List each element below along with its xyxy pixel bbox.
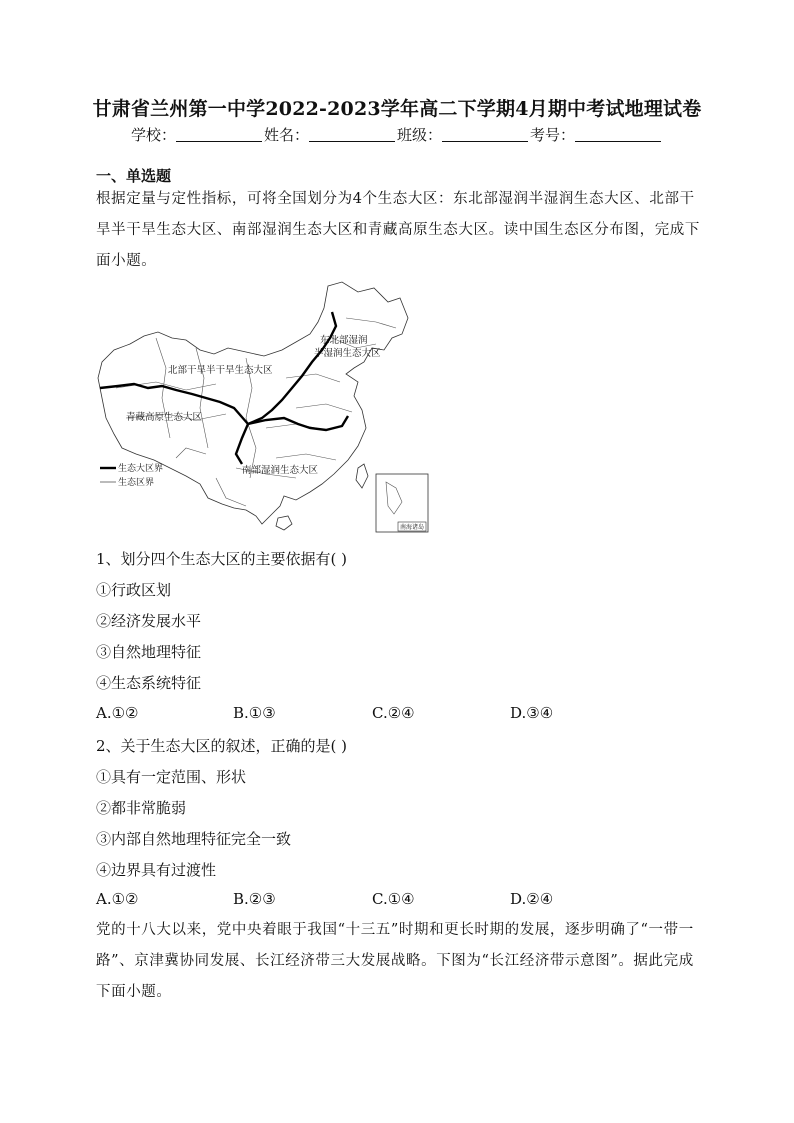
q2-item-1: ①具有一定范围、形状 — [96, 768, 247, 786]
q1-option-d[interactable]: D.③④ — [510, 704, 554, 722]
map-label-qinghai: 青藏高原生态大区 — [126, 412, 203, 423]
q2-item-2: ②都非常脆弱 — [96, 799, 187, 817]
passage-1: 根据定量与定性指标，可将全国划分为4个生态大区：东北部湿润半湿润生态大区、北部干旱半干旱生态大区、南部湿润生态大区和青藏高原生态大区。读中国生态区分布图，完成下面小题。 — [96, 191, 700, 269]
legend-minor-label: 生态区界 — [118, 478, 155, 488]
hainan-island — [276, 516, 292, 530]
school-label: 学校： — [130, 126, 176, 144]
exam-no-label: 考号： — [530, 126, 576, 144]
map-label-northeast-2: 半湿润生态大区 — [314, 348, 381, 359]
q2-option-c[interactable]: C.①④ — [372, 890, 415, 908]
student-info-line — [0, 124, 794, 145]
q1-item-4: ④生态系统特征 — [96, 674, 202, 692]
q1-item-1: ①行政区划 — [96, 581, 172, 599]
map-legend — [100, 462, 163, 488]
q2-option-d[interactable]: D.②④ — [510, 890, 554, 908]
exam-title: 甘肃省兰州第一中学2022-2023学年高二下学期4月期中考试地理试卷 — [92, 98, 702, 120]
taiwan-island — [356, 464, 368, 488]
name-label: 姓名： — [263, 126, 309, 144]
name-blank[interactable] — [309, 127, 395, 142]
q1-item-2: ②经济发展水平 — [96, 612, 202, 630]
south-china-sea-inset — [376, 474, 428, 532]
map-label-south: 南部湿润生态大区 — [242, 465, 319, 476]
q2-option-a[interactable]: A.①② — [96, 890, 139, 908]
inset-label: 南海诸岛 — [400, 524, 425, 531]
q1-option-a[interactable]: A.①② — [96, 704, 139, 722]
section-title: 一、单选题 — [96, 167, 172, 185]
passage-2: 党的十八大以来，党中央着眼于我国“十三五”时期和更长时期的发展，逐步明确了“一带一路”、京津冀协同发展、长江经济带三大发展战略。下图为“长江经济带示意图”。据此完成下面小题。 — [96, 922, 694, 1000]
q2-stem: 2、关于生态大区的叙述，正确的是( ) — [96, 737, 348, 755]
map-label-northeast-1: 东北部湿润 — [320, 335, 368, 346]
class-blank[interactable] — [442, 127, 528, 142]
school-blank[interactable] — [176, 127, 262, 142]
q2-option-b[interactable]: B.②③ — [233, 890, 276, 908]
class-label: 班级： — [397, 126, 443, 144]
legend-major-label: 生态大区界 — [118, 464, 164, 474]
q1-option-c[interactable]: C.②④ — [372, 704, 415, 722]
q1-stem: 1、划分四个生态大区的主要依据有( ) — [96, 550, 348, 568]
q2-item-3: ③内部自然地理特征完全一致 — [96, 830, 292, 848]
q1-item-3: ③自然地理特征 — [96, 643, 202, 661]
q1-option-b[interactable]: B.①③ — [233, 704, 276, 722]
exam-no-blank[interactable] — [575, 127, 661, 142]
q2-item-4: ④边界具有过渡性 — [96, 861, 217, 879]
map-label-north: 北部干旱半干旱生态大区 — [168, 365, 273, 376]
ecoregion-map — [96, 278, 436, 534]
